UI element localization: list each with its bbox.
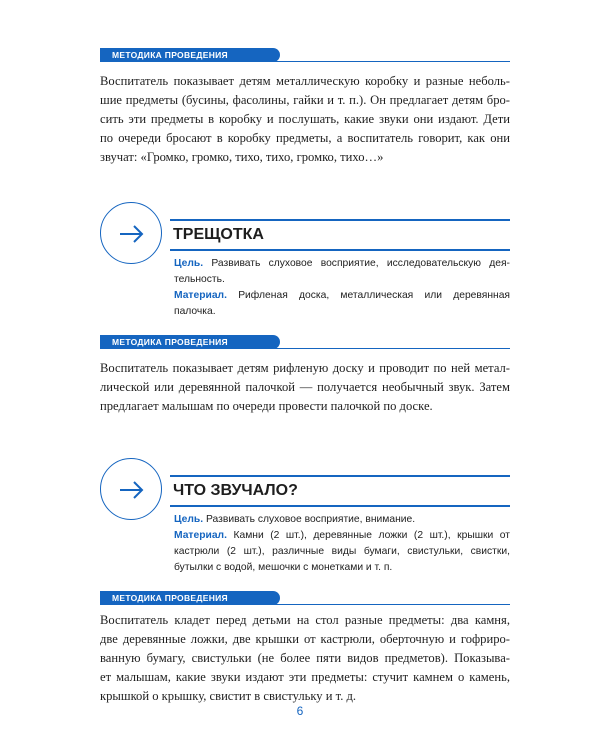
material-label: Материал.	[174, 530, 227, 541]
text-line: шие предметы (бусины, фасолины, гайки и т. п.). Он предлагает детям бро-	[100, 93, 510, 107]
game-material	[174, 528, 510, 576]
text-line: предлагает малышам по очереди провести палочкой по доске.	[100, 399, 433, 413]
text-line: ет малышам, какие звуки издают эти предметы: стучит камнем о камень,	[100, 670, 510, 684]
methods-header	[100, 48, 510, 62]
text-line: крышкой о крышку, свистит в свистульку и т. д.	[100, 689, 357, 703]
game-goal	[174, 256, 510, 288]
goal-text: Развивать слуховое восприятие, исследовательскую дея-	[211, 258, 510, 269]
material-text: кастрюли (2 шт.), различные виды бумаги, свистульки, свистки,	[174, 546, 510, 557]
material-text: Камни (2 шт.), деревянные ложки (2 шт.), крышки от	[233, 530, 510, 541]
methods-header-rule	[100, 61, 510, 63]
material-text: бутылки с водой, мешочки с монетками и т. п.	[174, 562, 393, 573]
game-title: ТРЕЩОТКА	[170, 219, 510, 251]
text-line: две деревянные ложки, две крышки от кастрюли, оберточную и гофриро-	[100, 632, 510, 646]
intro-paragraph	[100, 72, 510, 167]
goal-text: тельность.	[174, 274, 225, 285]
method-paragraph	[100, 611, 510, 706]
game-marker	[100, 202, 162, 264]
methods-header	[100, 591, 510, 605]
goal-text: Развивать слуховое восприятие, внимание.	[205, 514, 416, 525]
arrow-right-icon	[118, 224, 146, 244]
methods-header-rule	[100, 348, 510, 350]
game-material	[174, 288, 510, 320]
methods-header-label: МЕТОДИКА ПРОВЕДЕНИЯ	[100, 591, 280, 605]
text-line: Воспитатель показывает детям рифленую доску и проводит по ней метал-	[100, 361, 510, 375]
text-line: ванную бумагу, свистульки (не более пяти видов предметов). Показыва-	[100, 651, 510, 665]
text-line: звучат: «Громко, громко, тихо, тихо, громко, тихо…»	[100, 150, 384, 164]
game-marker	[100, 458, 162, 520]
arrow-right-icon	[118, 480, 146, 500]
material-label: Материал.	[174, 290, 227, 301]
material-text: Рифленая доска, металлическая или деревянная	[238, 290, 510, 301]
methods-header-label: МЕТОДИКА ПРОВЕДЕНИЯ	[100, 48, 280, 62]
game-goal	[174, 512, 510, 528]
text-line: Воспитатель кладет перед детьми на стол разные предметы: два камня,	[100, 613, 510, 627]
goal-label: Цель.	[174, 258, 204, 269]
text-line: по очереди бросают в коробку предметы, а воспитатель говорит, как они	[100, 131, 510, 145]
goal-label: Цель.	[174, 514, 204, 525]
game-title: ЧТО ЗВУЧАЛО?	[170, 475, 510, 507]
text-line: лической или деревянной палочкой — получается необычный звук. Затем	[100, 380, 510, 394]
text-line: Воспитатель показывает детям металлическую коробку и разные неболь-	[100, 74, 510, 88]
method-paragraph	[100, 359, 510, 416]
methods-header-label: МЕТОДИКА ПРОВЕДЕНИЯ	[100, 335, 280, 349]
material-text: палочка.	[174, 306, 216, 317]
methods-header-rule	[100, 604, 510, 606]
methods-header	[100, 335, 510, 349]
page-number: 6	[296, 704, 304, 718]
text-line: сить эти предметы в коробку и послушать, какие звуки они издают. Дети	[100, 112, 510, 126]
